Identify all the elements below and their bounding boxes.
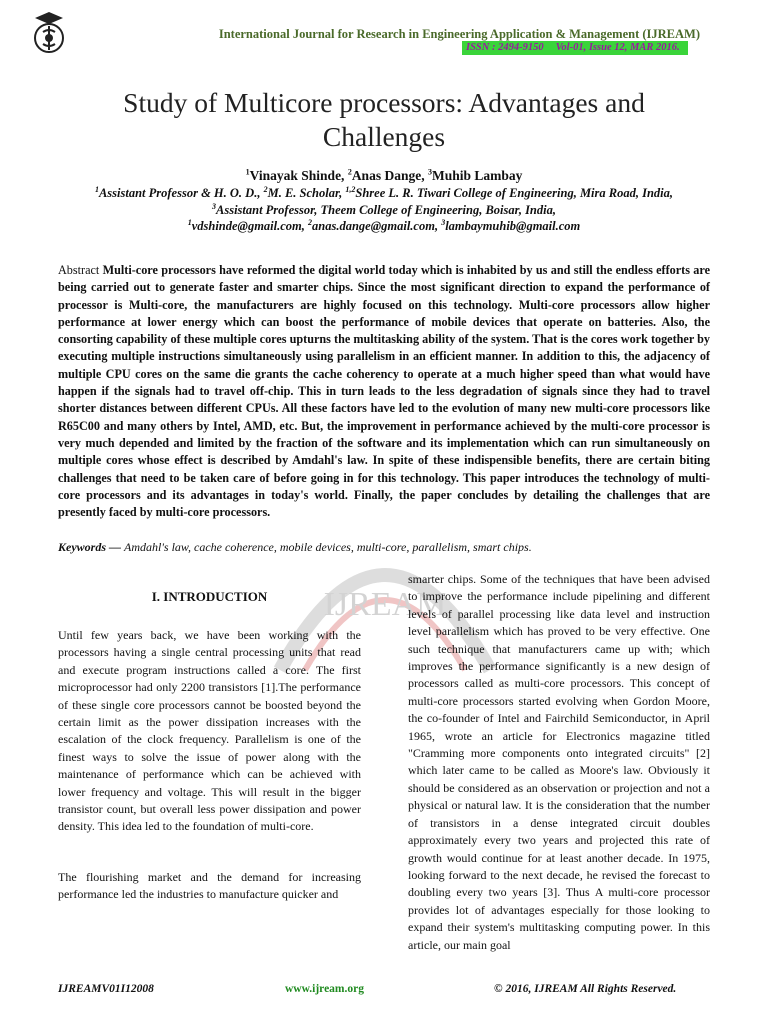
footer-copyright: © 2016, IJREAM All Rights Reserved. (494, 983, 677, 995)
affil-sup: 1,2 (345, 184, 356, 194)
authors (40, 168, 728, 184)
affil-sup: 1 (187, 217, 192, 227)
section-heading: I. INTRODUCTION (151, 589, 268, 604)
intro-paragraph-2: The flourishing market and the demand for increasing performance led the industries to manufacture quicker and (58, 870, 361, 902)
author-name: Muhib Lambay (431, 168, 523, 183)
abstract (58, 262, 710, 521)
keywords-text: Amdahl's law, cache coherence, mobile devices, multi-core, parallelism, smart chips. (124, 540, 532, 554)
author-name: Vinayak Shinde, (249, 168, 348, 183)
issn-bar (462, 41, 688, 55)
author-name: Anas Dange, (351, 168, 428, 183)
journal-title: International Journal for Research in Engineering Application & Management (IJREAM) (218, 27, 700, 41)
abstract-text: Multi-core processors have reformed the digital world today which is inhabited by us and still the endless efforts are being carried out to generate faster and smarter chips. Since the most significant direction to expand the performance of processor is Multi-core, the manufacturers are highly focused on this technology. Multi-core processors allow higher performance at lower energy which can boost the performance of mobile devices that operate on batteries. Also, the consorting capability of these multiple cores upturns the multitasking ability of the system. That is the cores work together by executing multiple instructions simultaneously using parallelism in an efficient manner. In addition to this, the adjacency of multiple CPU cores on the same die grants the cache coherency to operate at a much higher speed than what would have happen if the signals had to travel off-chip. This in turn leads to the less degradation of signals since they had to travel shorter distances between different CPUs. All these factors have led to the evolution of many new multi-core processors like R65C00 and many others by Intel, AMD, etc. But, the improvement in performance achieved by the multi-core processor is very much depended and limited by the fraction of the software and its implementation which can run simultaneously on multiple cores whose effect is described by Amdahl's law. In spite of these indispensible benefits, there are certain biting challenges that need to be taken care of before going in for this technology. This paper introduces the technology of multi-core processors and its advantages in today's world. Finally, the paper concludes by detailing the challenges that are presently faced by multi-core processors. (58, 263, 710, 520)
affil-text: M. E. Scholar, (267, 186, 346, 200)
author-sup: 2 (347, 167, 352, 177)
author-sup: 3 (427, 167, 432, 177)
affil-text: Shree L. R. Tiwari College of Engineering, Mira Road, India, (355, 186, 674, 200)
journal-logo-icon (30, 10, 68, 56)
email-link[interactable]: lambaymuhib@gmail.com (445, 219, 581, 233)
footer-website-link[interactable]: www.ijream.org (285, 983, 364, 995)
affiliation-line-2 (30, 203, 738, 218)
affil-sup: 2 (263, 184, 268, 194)
right-column-text: smarter chips. Some of the techniques that have been advised to improve the performance include pipelining and different levels of parallel processing like data level and instruction level parallelism which has proved to be very effective. One such technique that manufacturers came up with; which improves the performance significantly is a new design of processors called as multi-core processors. This concept of multi-core processors started evolving when Gordon Moore, the co-founder of Intel and Fairchild Semiconductor, in April 1965, wrote an article for Electronics magazine titled "Cramming more components onto integrated circuits" [2] which later came to be called as Moore's law. Obviously it should be considered as an observation or projection and not a physical or natural law. It is the consideration that the number of transistors in a dense integrated circuit doubles approximately every two years and projected this rate of growth would continue for at least another decade. In 1975, looking forward to the next decade, he revised the forecast to doubling every two years [3]. Thus A multi-core processor provides lot of advantages especially for those looking to expand their system's multitasking computing power. In this article, our main goal (408, 572, 710, 952)
affil-sup: 3 (212, 201, 216, 211)
affil-sup: 2 (308, 217, 313, 227)
keywords-label: Keywords — (58, 540, 124, 554)
footer-paper-id: IJREAMV01I12008 (58, 983, 154, 995)
email-link[interactable]: anas.dange@gmail.com, (312, 219, 442, 233)
affil-text: Assistant Professor, Theem College of Engineering, Boisar, India, (216, 203, 556, 217)
volume-issue: Vol-01, Issue 12, MAR 2016. (555, 42, 680, 53)
intro-paragraph-1: Until few years back, we have been working with the processors having a single central processing units that read and execute program instructions called a core. The first microprocessor had only 2200 transistors [1].The performance of these single core processors cannot be boosted beyond the certain limit as the power dissipation increases with the escalation of the clock frequency. Parallelism is one of the finest ways to solve the issue of power along with the maintenance of performance which can be achieved with lower frequency and voltage. This will result in the bigger transistor count, but overall less power dissipation and power density. This idea led to the foundation of multi-core. (58, 628, 361, 834)
affiliation-line-1 (30, 186, 738, 201)
paper-title: Study of Multicore processors: Advantages and Challenges (123, 87, 645, 152)
author-sup: 1 (245, 167, 250, 177)
affil-sup: 3 (441, 217, 446, 227)
email-link[interactable]: vdshinde@gmail.com, (191, 219, 309, 233)
affil-sup: 1 (94, 184, 99, 194)
watermark-text: IJREAM (323, 586, 447, 623)
affiliation-emails (30, 219, 738, 234)
affil-text: Assistant Professor & H. O. D., (98, 186, 264, 200)
issn-number: ISSN : 2494-9150 (466, 42, 544, 53)
abstract-label: Abstract (58, 263, 100, 277)
